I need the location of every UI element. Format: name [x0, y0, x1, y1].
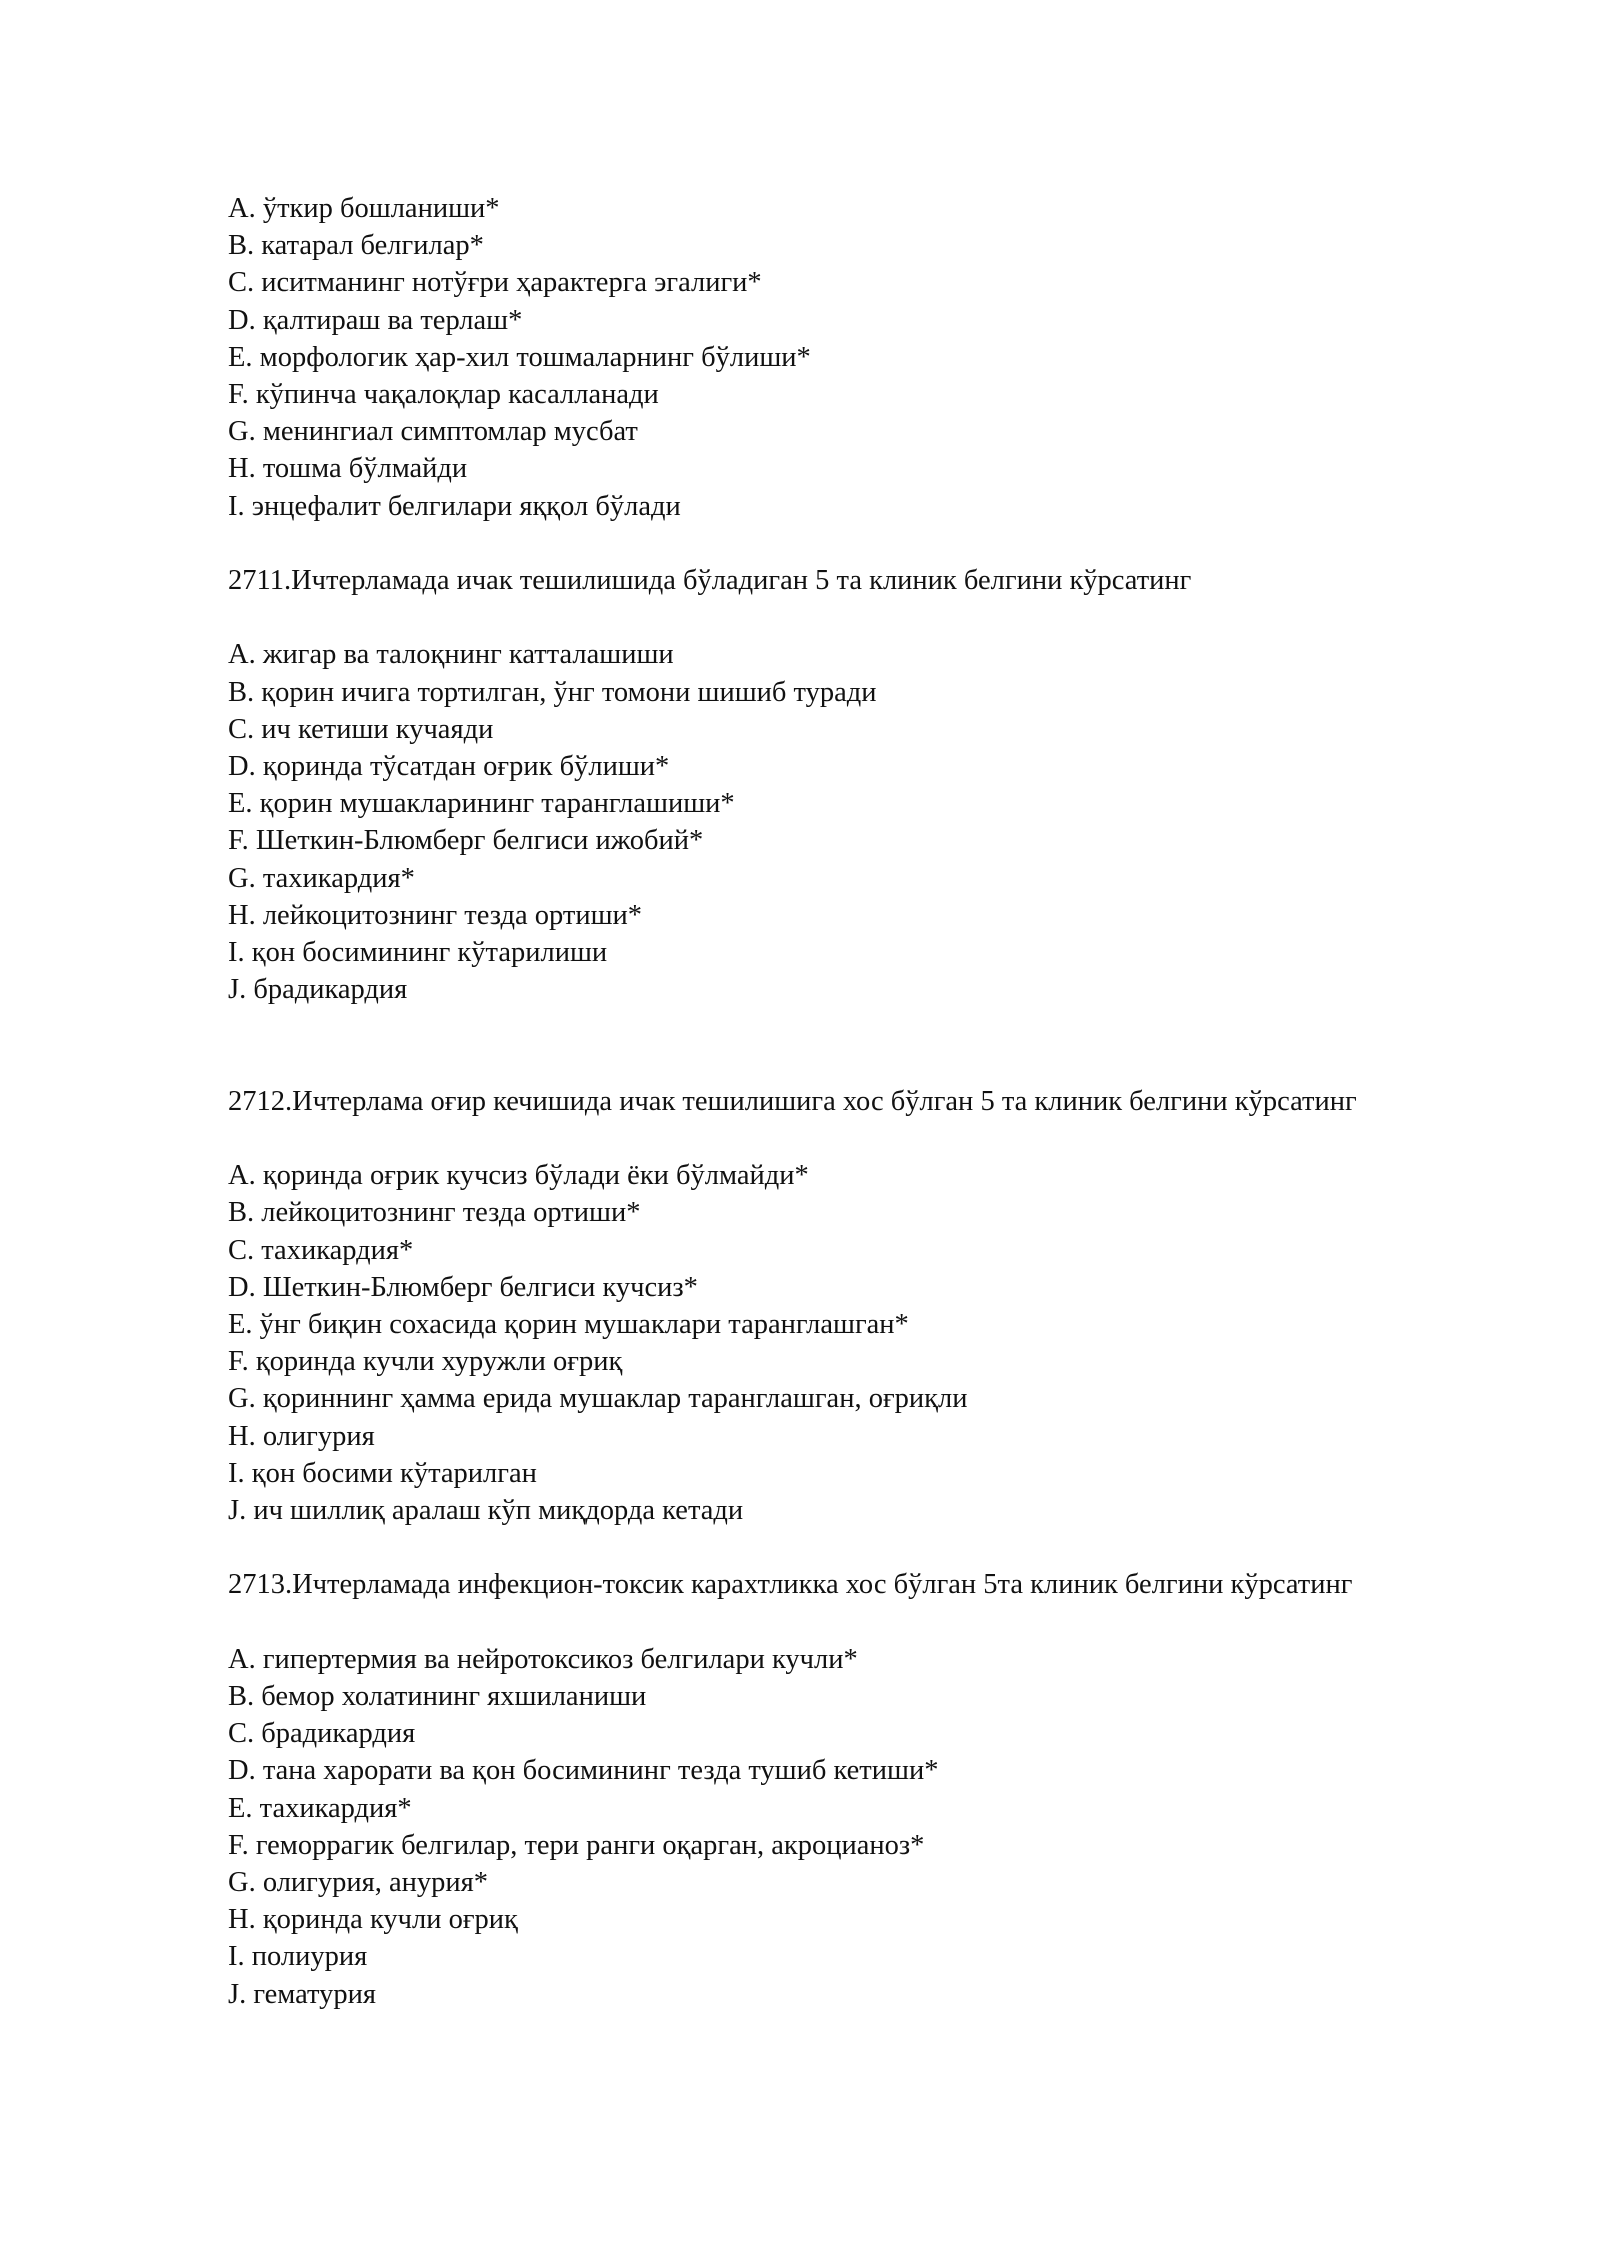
- question-options-list: [228, 1641, 1388, 2013]
- intro-options-list: [228, 190, 1388, 525]
- question-text: 2713.Ичтерламада инфекцион-токсик карахтликка хос бўлган 5та клиник белгини кўрсатинг: [228, 1569, 1353, 1601]
- option-item: H. олигурия: [228, 1420, 375, 1452]
- option-item: H. лейкоцитознинг тезда ортиши*: [228, 899, 643, 931]
- option-item: B. катарал белгилар*: [228, 230, 484, 262]
- option-item: D. қоринда тўсатдан оғрик бўлиши*: [228, 751, 670, 783]
- question-options-list: [228, 636, 1388, 1008]
- option-item: A. гипертермия ва нейротоксикоз белгилари кучли*: [228, 1643, 858, 1675]
- option-item: E. қорин мушакларининг таранглашиши*: [228, 788, 735, 820]
- option-item: C. иситманинг нотўғри ҳарактерга эгалиги*: [228, 267, 762, 299]
- option-item: E. ўнг биқин сохасида қорин мушаклари таранглашган*: [228, 1309, 909, 1341]
- option-item: C. брадикардия: [228, 1718, 416, 1750]
- option-item: F. геморрагик белгилар, тери ранги оқарган, акроцианоз*: [228, 1829, 925, 1861]
- option-item: F. Шеткин-Блюмберг белгиси ижобий*: [228, 825, 704, 857]
- option-item: G. менингиал симптомлар мусбат: [228, 416, 638, 448]
- option-item: I. полиурия: [228, 1941, 368, 1973]
- option-item: C. ич кетиши кучаяди: [228, 713, 494, 745]
- spacer: [228, 1529, 1388, 1566]
- option-item: J. брадикардия: [228, 974, 408, 1006]
- option-item: E. тахикардия*: [228, 1792, 412, 1824]
- spacer: [228, 1120, 1388, 1157]
- option-item: A. қоринда оғрик кучсиз бўлади ёки бўлмайди*: [228, 1160, 809, 1192]
- spacer: [228, 599, 1388, 636]
- question-text: 2712.Ичтерлама оғир кечишида ичак тешилишига хос бўлган 5 та клиник белгини кўрсатинг: [228, 1085, 1357, 1117]
- spacer: [228, 525, 1388, 562]
- option-item: D. Шеткин-Блюмберг белгиси кучсиз*: [228, 1271, 698, 1303]
- option-item: I. қон босими кўтарилган: [228, 1457, 537, 1489]
- option-item: A. ўткир бошланиши*: [228, 193, 500, 224]
- option-item: G. қориннинг ҳамма ерида мушаклар таранглашган, оғриқли: [228, 1383, 968, 1415]
- option-item: B. қорин ичига тортилган, ўнг томони шишиб туради: [228, 676, 877, 708]
- question-text: 2711.Ичтерламада ичак тешилишида бўладиган 5 та клиник белгини кўрсатинг: [228, 565, 1192, 597]
- option-item: B. бемор холатининг яхшиланиши: [228, 1681, 647, 1713]
- option-item: E. морфологик ҳар-хил тошмаларнинг бўлиши*: [228, 341, 811, 373]
- option-item: D. қалтираш ва терлаш*: [228, 304, 523, 336]
- option-item: F. кўпинча чақалоқлар касалланади: [228, 379, 659, 411]
- option-item: C. тахикардия*: [228, 1234, 414, 1266]
- option-item: H. тошма бўлмайди: [228, 453, 468, 485]
- question-options-list: [228, 1157, 1388, 1529]
- spacer: [228, 1008, 1388, 1082]
- option-item: I. энцефалит белгилари яққол бўлади: [228, 490, 681, 522]
- spacer: [228, 1604, 1388, 1641]
- option-item: J. гематурия: [228, 1978, 376, 2010]
- option-item: A. жигар ва талоқнинг катталашиши: [228, 639, 674, 671]
- page-content: [228, 190, 1388, 2013]
- option-item: G. тахикардия*: [228, 862, 415, 894]
- option-item: I. қон босимининг кўтарилиши: [228, 937, 608, 969]
- option-item: H. қоринда кучли оғриқ: [228, 1904, 518, 1936]
- option-item: J. ич шиллиқ аралаш кўп миқдорда кетади: [228, 1495, 744, 1527]
- option-item: G. олигурия, анурия*: [228, 1867, 488, 1899]
- option-item: F. қоринда кучли хуружли оғриқ: [228, 1346, 623, 1378]
- option-item: B. лейкоцитознинг тезда ортиши*: [228, 1197, 641, 1229]
- option-item: D. тана харорати ва қон босимининг тезда тушиб кетиши*: [228, 1755, 939, 1787]
